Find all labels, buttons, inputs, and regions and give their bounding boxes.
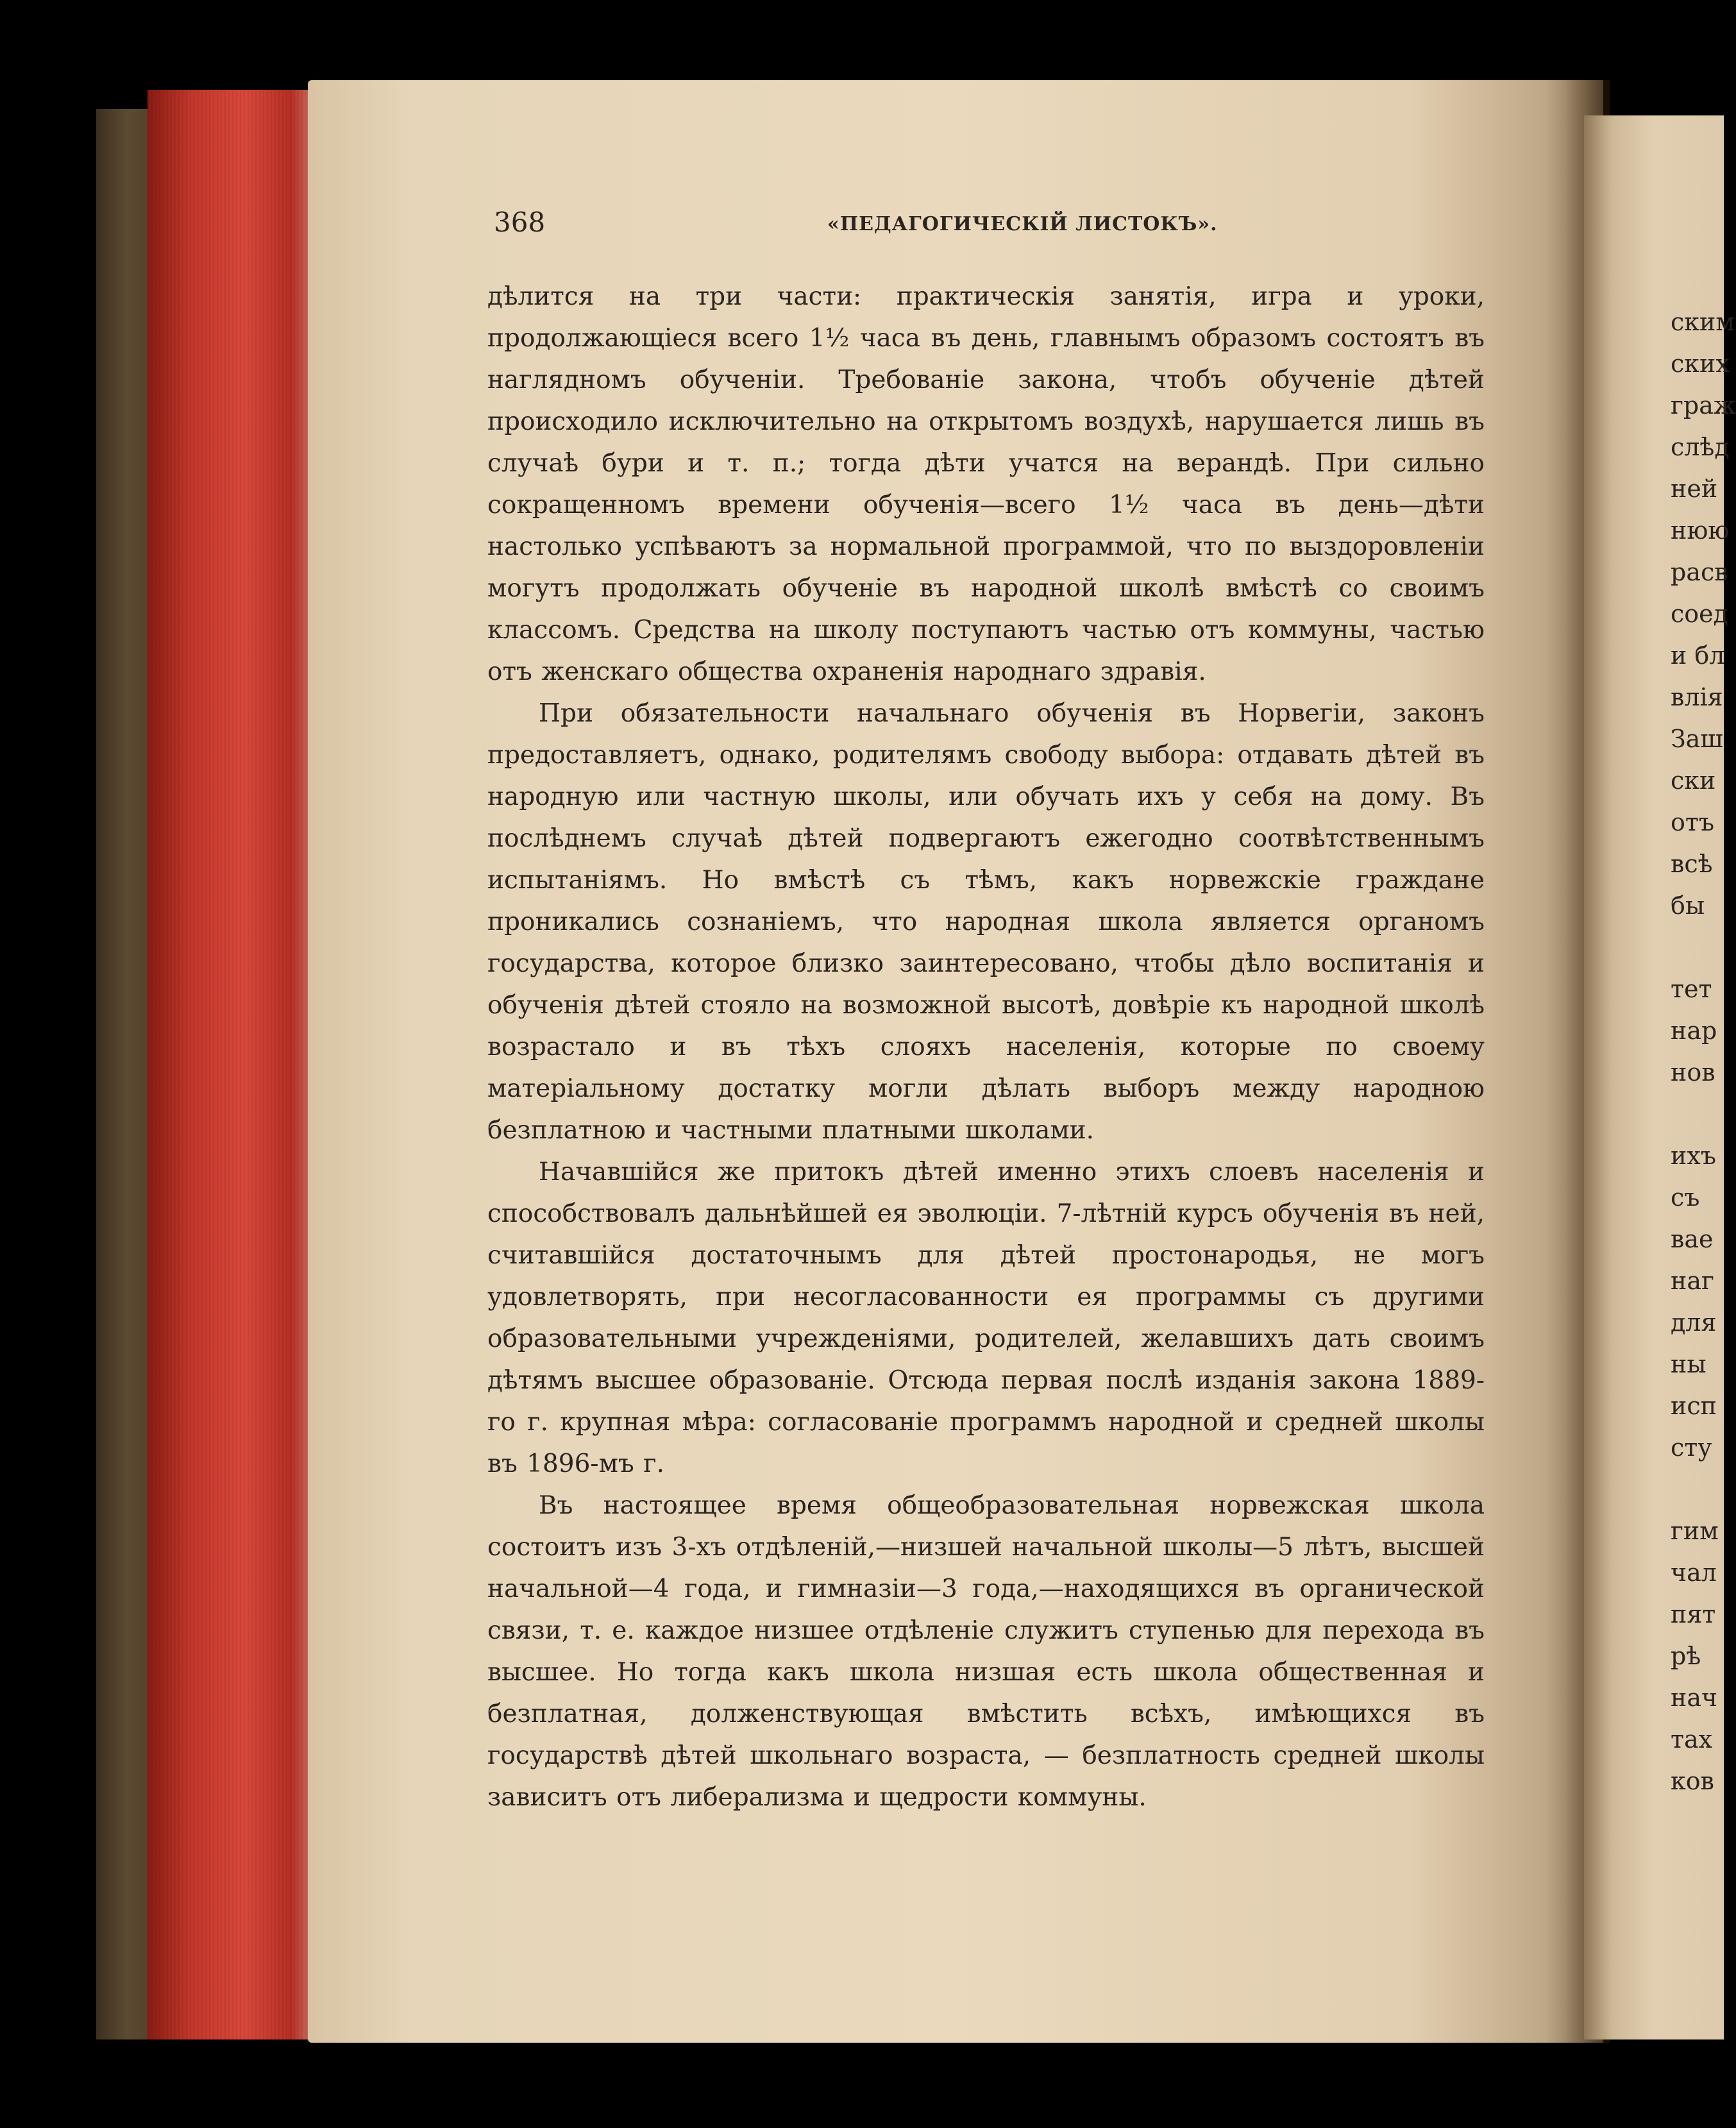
right-page-line: соед (1671, 600, 1729, 628)
right-page-line: ней (1671, 475, 1718, 503)
right-page-line: сту (1671, 1433, 1712, 1462)
paragraph: Въ настоящее время общеобразовательная норвежская школа состоитъ изъ 3-хъ отдѣленій,—низшей начальной школы—5 лѣтъ, высшей начальной—4 года, и гимназіи—3 года,—находящихся въ органической связи, т. е. каждое низшее отдѣленіе служитъ ступенью для перехода въ высшее. Но тогда какъ школа низшая есть школа общественная и безплатная, долженствующая вмѣстить всѣхъ, имѣющихся въ государствѣ дѣтей школьнаго возраста, — безплатность средней школы зависитъ отъ либерализма и щедрости коммуны. (487, 1491, 1485, 1812)
right-page-line: исп (1671, 1392, 1717, 1420)
paragraph: дѣлится на три части: практическія занятія, игра и уроки, продолжающiеся всего 1½ часа въ день, главнымъ образомъ состоятъ въ наглядномъ обученіи. Требованіе закона, чтобъ обученіе дѣтей происходило исключительно на открытомъ воздухѣ, нарушается лишь въ случаѣ бури и т. п.; тогда дѣти учатся на верандѣ. При сильно сокращенномъ времени обученія—всего 1½ часа въ день—дѣти настолько успѣваютъ за нормальной программой, что по выздоровленіи могутъ продолжать обученіе въ народной школѣ вмѣстѣ со своимъ классомъ. Средства на школу поступаютъ частью отъ коммуны, частью отъ женскаго общества охраненія народнаго здравія. (487, 282, 1485, 686)
right-page-line: слѣд (1671, 433, 1730, 461)
paragraph: При обязательности начальнаго обученія въ Норвегіи, законъ предоставляетъ, однако, родителямъ свободу выбора: отдавать дѣтей въ народную или частную школы, или обучать ихъ у себя на дому. Въ послѣднемъ случаѣ дѣтей подвергаютъ ежегодно соотвѣтственнымъ испытаніямъ. Но вмѣстѣ съ тѣмъ, какъ норвежскіе граждане проникались сознаніемъ, что народная школа является органомъ государства, которое близко заинтересовано, чтобы дѣло воспитанія и обученія дѣтей стояло на возможной высотѣ, довѣріе къ народной школѣ возрастало и въ тѣхъ слояхъ населенія, которые по своему матеріальному достатку могли дѣлать выборъ между народною безплатною и частными платными школами. (487, 699, 1485, 1145)
right-page-line: для (1671, 1308, 1717, 1337)
right-page-line: Заш (1671, 725, 1723, 753)
right-page-line: нар (1671, 1017, 1717, 1045)
right-page-line: чал (1671, 1558, 1717, 1587)
right-page-line: гим (1671, 1517, 1719, 1545)
right-page-line: и бл (1671, 641, 1725, 670)
right-page-line: нов (1671, 1058, 1715, 1086)
right-page-line: граж (1671, 391, 1736, 419)
running-title: «ПЕДАГОГИЧЕСКІЙ ЛИСТОКЪ». (827, 213, 1218, 235)
paragraph: Начавшійся же притокъ дѣтей именно этихъ слоевъ населенія и способствовалъ дальнѣйшей ея эволюціи. 7-лѣтній курсъ обученія въ ней, считавшійся достаточнымъ для дѣтей простонародья, не могъ удовлетворять, при несогласованности ея программы съ другими образовательными учрежденіями, родителей, желавшихъ дать своимъ дѣтямъ высшее образованіе. Отсюда первая послѣ изданія закона 1889-го г. крупная мѣра: согласованіе программъ народной и средней школы въ 1896-мъ г. (487, 1158, 1485, 1478)
right-page-line: отъ (1671, 808, 1715, 836)
right-page-line (1671, 1469, 1728, 1510)
right-page-line: бы (1671, 891, 1705, 920)
right-page-line: тет (1671, 975, 1712, 1003)
page-number: 368 (494, 207, 546, 238)
right-page-line (1671, 927, 1728, 968)
right-page-line: влія (1671, 683, 1723, 711)
page-header (494, 207, 1488, 245)
right-page-line: вае (1671, 1225, 1714, 1253)
right-page-line (1671, 1094, 1728, 1135)
right-page-line: нюю (1671, 516, 1730, 545)
right-page-text-fragments (1671, 301, 1736, 1802)
right-page-line: пят (1671, 1600, 1716, 1628)
body-text (487, 276, 1485, 1818)
right-page-line: наг (1671, 1267, 1714, 1295)
right-page-line: рѣ (1671, 1642, 1701, 1670)
right-page-line: тах (1671, 1725, 1713, 1753)
right-page-line: расв (1671, 558, 1728, 586)
red-page-edges (147, 90, 327, 2039)
right-page-line: всѣ (1671, 850, 1713, 878)
right-page-line: ским (1671, 308, 1735, 336)
right-page-line: ски (1671, 766, 1716, 795)
right-page-line: ских (1671, 350, 1730, 378)
right-page-line: ков (1671, 1767, 1715, 1795)
right-page-line: ны (1671, 1350, 1707, 1378)
right-page-line: ихъ (1671, 1142, 1716, 1170)
right-page-line: съ (1671, 1183, 1700, 1212)
right-page-line: нач (1671, 1684, 1718, 1712)
